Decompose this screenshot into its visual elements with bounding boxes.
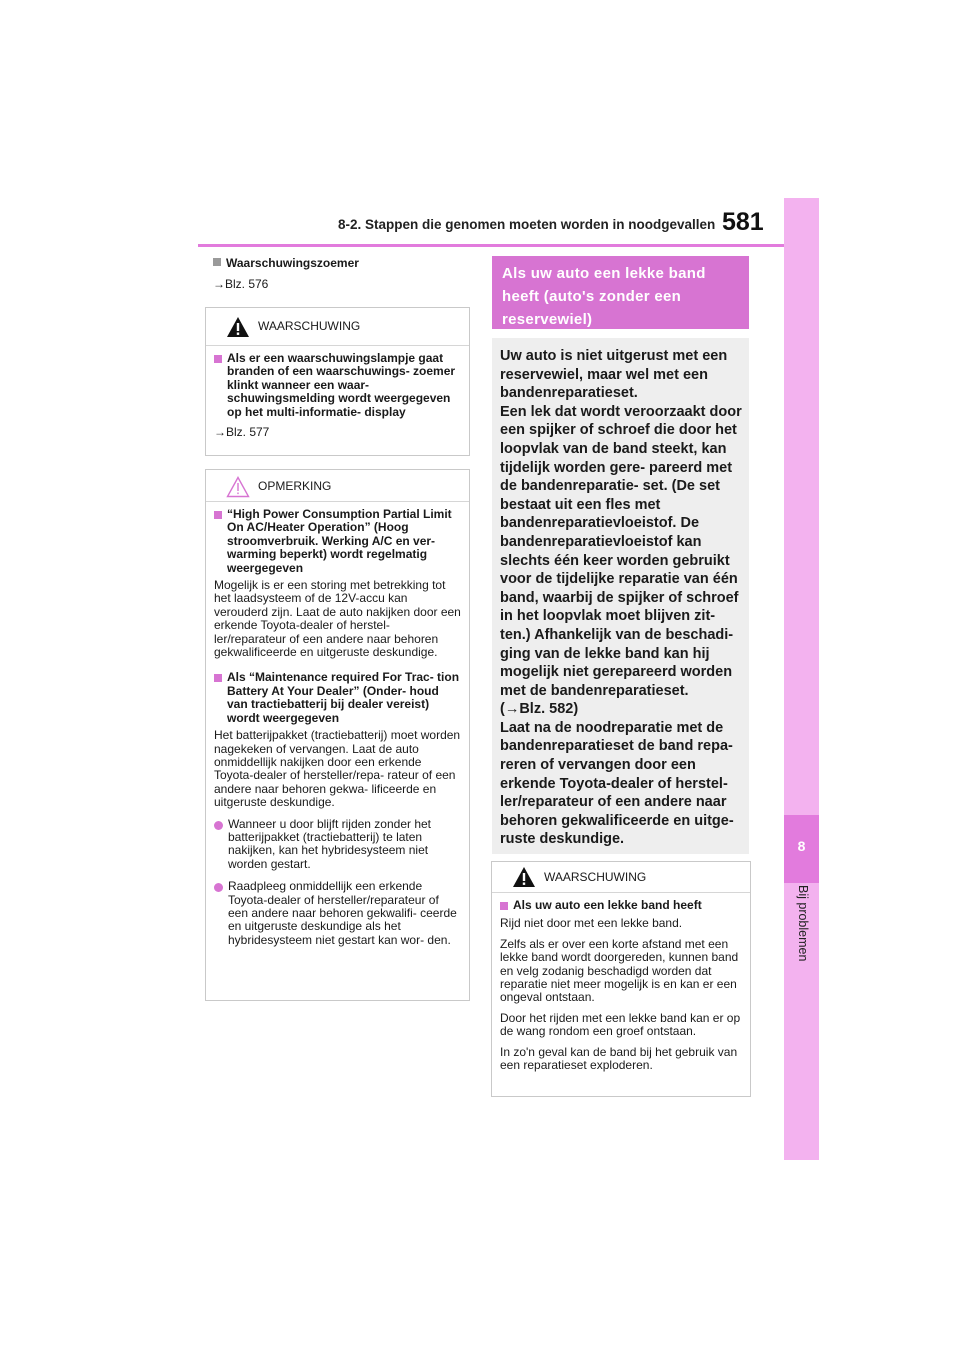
buzzer-page-ref: →Blz. 576 [213, 277, 269, 291]
flat-tire-warning-heading [500, 899, 742, 912]
notice-item1-heading-text: “High Power Consumption Partial Limit On AC/Heater Operation” (Hoog stroomverbruik. Werking A/C en ver- warming beperkt) wordt regelmatig weergegeven [227, 507, 452, 575]
notice-item2-heading [214, 671, 461, 725]
flat-tire-text [500, 347, 745, 849]
notice-bullet-1-text: Wanneer u door blijft rijden zonder het batterijpakket (tractiebatterij) te laten nakijken, kan het hybridesysteem niet worden gestart. [228, 816, 432, 871]
warning-label: WAARSCHUWING [258, 319, 361, 333]
page-number: 581 [722, 208, 764, 236]
flat-tire-body2: Laat na de noodreparatie met de bandenreparatieset de band repa- reren of vervangen door een erkende Toyota-dealer of herstel- ler/reparateur of een andere naar behoren gekwalificeerde en uitge- ruste deskundige. [500, 719, 734, 848]
header-rule [198, 244, 784, 247]
chapter-side-tab [784, 198, 819, 1160]
notice-item1-text: Mogelijk is er een storing met betrekking tot het laadsysteem of de 12V-accu kan verouderd zijn. Laat de auto nakijken door een erkende Toyota-dealer of herstel- ler/reparateur of een andere naar behoren gekwalificeerde en uitgeruste deskundige. [214, 578, 461, 660]
flat-tire-warning-label: WAARSCHUWING [544, 870, 647, 884]
flat-tire-warning-heading-text: Als uw auto een lekke band heeft [513, 898, 702, 912]
warning-item-heading [214, 352, 461, 419]
square-bullet-icon [214, 674, 222, 682]
chapter-label: Bij problemen [796, 885, 810, 962]
warning-box [205, 307, 470, 456]
chapter-number: 8 [797, 838, 806, 854]
round-bullet-icon [214, 883, 223, 892]
notice-bullet-2 [214, 880, 461, 947]
notice-bullet-1 [214, 818, 461, 872]
flat-tire-warning-p2: Zelfs als er over een korte afstand met een lekke band wordt doorgereden, kunnen band en velg zodanig beschadigd worden dat reparatie niet meer mogelijk is en kan er een ongeval ontstaan. [500, 936, 739, 1005]
notice-box-header [206, 470, 469, 502]
buzzer-heading-text: Waarschuwingszoemer [226, 256, 359, 270]
flat-tire-warning-p3: Door het rijden met een lekke band kan er op de wang rondom een groef ontstaan. [500, 1010, 741, 1039]
notice-label: OPMERKING [258, 479, 332, 493]
warning-box-header [206, 308, 469, 346]
caution-triangle-icon [226, 476, 250, 498]
notice-item2-heading-text: Als “Maintenance required For Trac- tion Battery At Your Dealer” (Onder- houd van tractiebatterij bij dealer vereist) wordt weergegeven [227, 670, 460, 725]
notice-item1-heading [214, 508, 461, 575]
notice-box [205, 469, 470, 1001]
flat-tire-warning-p1: Rijd niet door met een lekke band. [500, 916, 683, 931]
notice-item2-text: Het batterijpakket (tractiebatterij) moet worden nagekeken of vervangen. Laat de auto onmiddellijk nakijken door een erkende Toyota-dealer of hersteller/repa- rateur of een andere naar behoren gekwa- lificeerde en uitgeruste deskundige. [214, 728, 461, 810]
section-title: 8-2. Stappen die genomen moeten worden in noodgevallen [338, 217, 716, 232]
round-bullet-icon [214, 821, 223, 830]
notice-bullet-2-text: Raadpleeg onmiddellijk een erkende Toyota-dealer of hersteller/reparateur of een andere naar behoren gekwalifi- ceerde en uitgeruste deskundige als het hybridesysteem niet gestart kan wor- den. [228, 879, 457, 947]
warning-page-ref: →Blz. 577 [214, 425, 270, 440]
square-bullet-icon [214, 511, 222, 519]
flat-tire-heading: Als uw auto een lekke band heeft (auto's zonder een reservewiel) [492, 256, 749, 329]
square-bullet-icon [213, 258, 221, 266]
buzzer-heading [213, 256, 359, 270]
flat-tire-warning-header [492, 862, 750, 893]
flat-tire-warning-p4: In zo'n geval kan de band bij het gebruik van een reparatieset exploderen. [500, 1044, 738, 1073]
flat-tire-body1: Een lek dat wordt veroorzaakt door een spijker of schroef die door het loopvlak van de band steekt, kan tijdelijk worden gere- pareerd met de bandenreparatie- set. (De set bestaat uit een fles met bandenreparatievloeistof. De bandenreparatievloeistof kan slechts één keer worden gebruikt voor de tijdelijke reparatie van één band, waarbij de spijker of schroef in het loopvlak moet blijven zit- ten.) Afhankelijk van de beschadi- ging van de lekke band kan hij mogelijk niet gerepareerd worden met de bandenreparatieset. [500, 403, 742, 699]
warning-triangle-icon [512, 866, 536, 888]
flat-tire-intro: Uw auto is niet uitgerust met een reservewiel, maar wel met een bandenreparatieset. [500, 348, 728, 402]
flat-tire-warning-box [491, 861, 751, 1097]
square-bullet-icon [500, 902, 508, 910]
warning-triangle-icon [226, 316, 250, 338]
warning-item-heading-text: Als er een waarschuwingslampje gaat branden of een waarschuwings- zoemer klinkt wanneer een waar- schuwingsmelding wordt weergegeven op het multi-informatie- display [227, 351, 456, 419]
square-bullet-icon [214, 355, 222, 363]
flat-tire-page-ref: (→Blz. 582) [500, 701, 579, 718]
